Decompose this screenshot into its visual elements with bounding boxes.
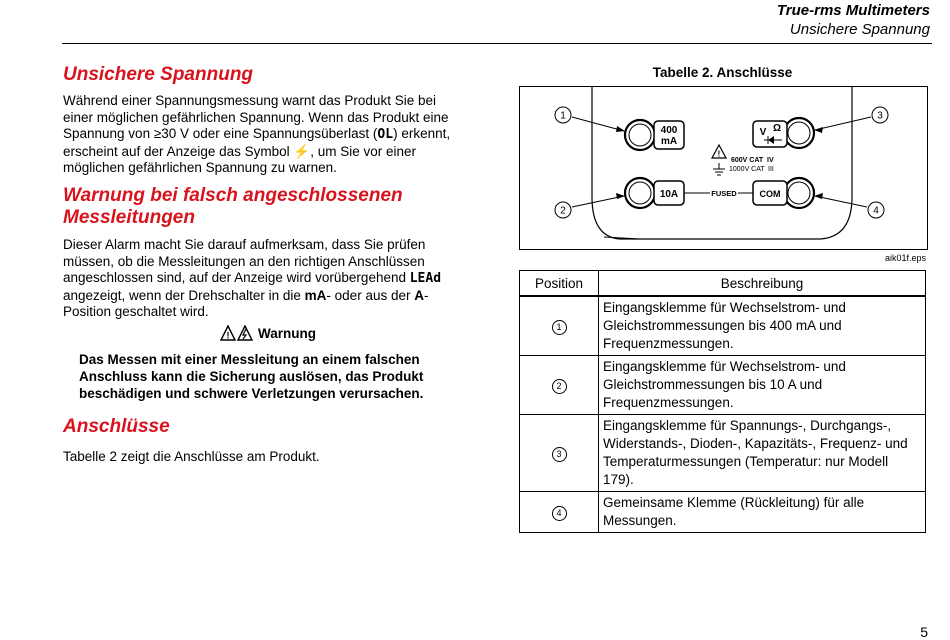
table-row (520, 492, 926, 533)
greater-equal-symbol: ≥ (153, 126, 162, 141)
section3-text (63, 449, 483, 466)
column-header-description: Beschreibung (599, 271, 926, 297)
table-row (520, 415, 926, 492)
section1-text (63, 93, 483, 177)
terminals-table (519, 270, 926, 533)
table-row (520, 296, 926, 356)
header-subtitle: Unsichere Spannung (789, 21, 930, 38)
header-rule (62, 43, 932, 44)
terminals-figure (519, 86, 928, 250)
description-cell: Eingangsklemme für Spannungs-, Durchgangs-, Widerstands-, Dioden-, Kapazitäts-, Frequenz- und Temperaturmessungen (Temperatur: nur Modell 179). (599, 415, 926, 492)
section-lead-alert (63, 185, 403, 229)
text-line: Spannung von ≥30 V oder eine Spannungsüberlast (OL) erkennt, (63, 126, 451, 142)
label-600v-cat: IV (767, 157, 774, 164)
description-cell: Gemeinsame Klemme (Rückleitung) für alle Messungen. (599, 492, 926, 533)
column-header-position: Position (520, 271, 599, 297)
text-line: möglichen gefährlichen Spannung zu warnen. (63, 160, 337, 175)
table-header-row (520, 271, 926, 297)
label-fused: FUSED (711, 189, 737, 198)
page-number: 5 (920, 624, 928, 640)
section-unsafe-voltage (63, 64, 253, 86)
position-number: 1 (552, 320, 567, 335)
section-heading: Anschlüsse (63, 416, 170, 437)
lightning-icon: ⚡ (293, 143, 311, 159)
header-title: True-rms Multimeters (776, 2, 930, 19)
position-cell (520, 296, 599, 356)
section2-text (63, 237, 483, 321)
warning-text (79, 351, 499, 402)
callout-2: 2 (560, 205, 566, 217)
position-cell (520, 415, 599, 492)
warning-label: Warnung (258, 325, 316, 341)
section-terminals (63, 416, 170, 438)
svg-text:!: ! (226, 330, 230, 341)
text-line: angezeigt, wenn der Drehschalter in die mA- oder aus der A- (63, 287, 429, 303)
terminals-drawing (520, 87, 927, 249)
table-caption: Tabelle 2. Anschlüsse (652, 65, 793, 80)
description-cell: Eingangsklemme für Wechselstrom- und Gleichstrommessungen bis 10 A und Frequenzmessungen. (599, 356, 926, 415)
section-heading-line2: Messleitungen (63, 207, 195, 228)
label-400: 400 (660, 125, 678, 136)
warning-line: Das Messen mit einer Messleitung an einem falschen (79, 352, 420, 367)
warning-header (220, 325, 316, 341)
warning-line: beschädigen und schwere Verletzungen verursachen. (79, 386, 424, 401)
section-heading: Unsichere Spannung (63, 64, 254, 85)
text-line: Position geschaltet wird. (63, 304, 209, 319)
section-heading-line1: Warnung bei falsch angeschlossenen (63, 185, 403, 206)
lead-display-symbol: LEAd (409, 271, 442, 286)
text-line: angeschlossen sind, auf der Anzeige wird vorübergehend LEAd (63, 270, 442, 286)
text-line: erscheint auf der Anzeige das Symbol ⚡, um Sie vor einer (63, 143, 416, 159)
position-number: 2 (552, 379, 567, 394)
figure-filename: aik01f.eps (884, 253, 926, 263)
text-line: müssen, ob die Messleitungen an den richtigen Anschlüssen (63, 253, 425, 269)
warning-icon (220, 325, 254, 341)
position-number: 4 (552, 506, 567, 521)
position-cell (520, 492, 599, 533)
svg-text:!: ! (717, 149, 721, 159)
label-1000v-cat: III (768, 166, 774, 173)
label-ma: mA (660, 136, 678, 147)
position-number: 3 (552, 447, 567, 462)
label-ohm: Ω (772, 123, 782, 134)
text-line: Während einer Spannungsmessung warnt das Produkt Sie bei (63, 93, 436, 108)
position-cell (520, 356, 599, 415)
callout-4: 4 (873, 205, 879, 217)
ol-display-symbol: OL (377, 127, 394, 142)
label-1000v: 1000V CAT (729, 166, 765, 173)
callout-1: 1 (560, 110, 566, 122)
description-cell: Eingangsklemme für Wechselstrom- und Gleichstrommessungen bis 400 mA und Frequenzmessungen. (599, 296, 926, 356)
label-600v: 600V CAT (731, 157, 764, 164)
callout-3: 3 (877, 110, 883, 122)
label-com: COM (759, 189, 781, 199)
label-10a: 10A (659, 189, 679, 200)
warning-line: Anschluss kann die Sicherung auslösen, das Produkt (79, 369, 424, 384)
table-row (520, 356, 926, 415)
text-line: Tabelle 2 zeigt die Anschlüsse am Produkt. (63, 449, 320, 464)
text-line: einer möglichen gefährlichen Spannung. Wenn das Produkt eine (63, 109, 449, 125)
text-line: Dieser Alarm macht Sie darauf aufmerksam, dass Sie prüfen (63, 237, 426, 252)
label-v: V (759, 127, 767, 138)
